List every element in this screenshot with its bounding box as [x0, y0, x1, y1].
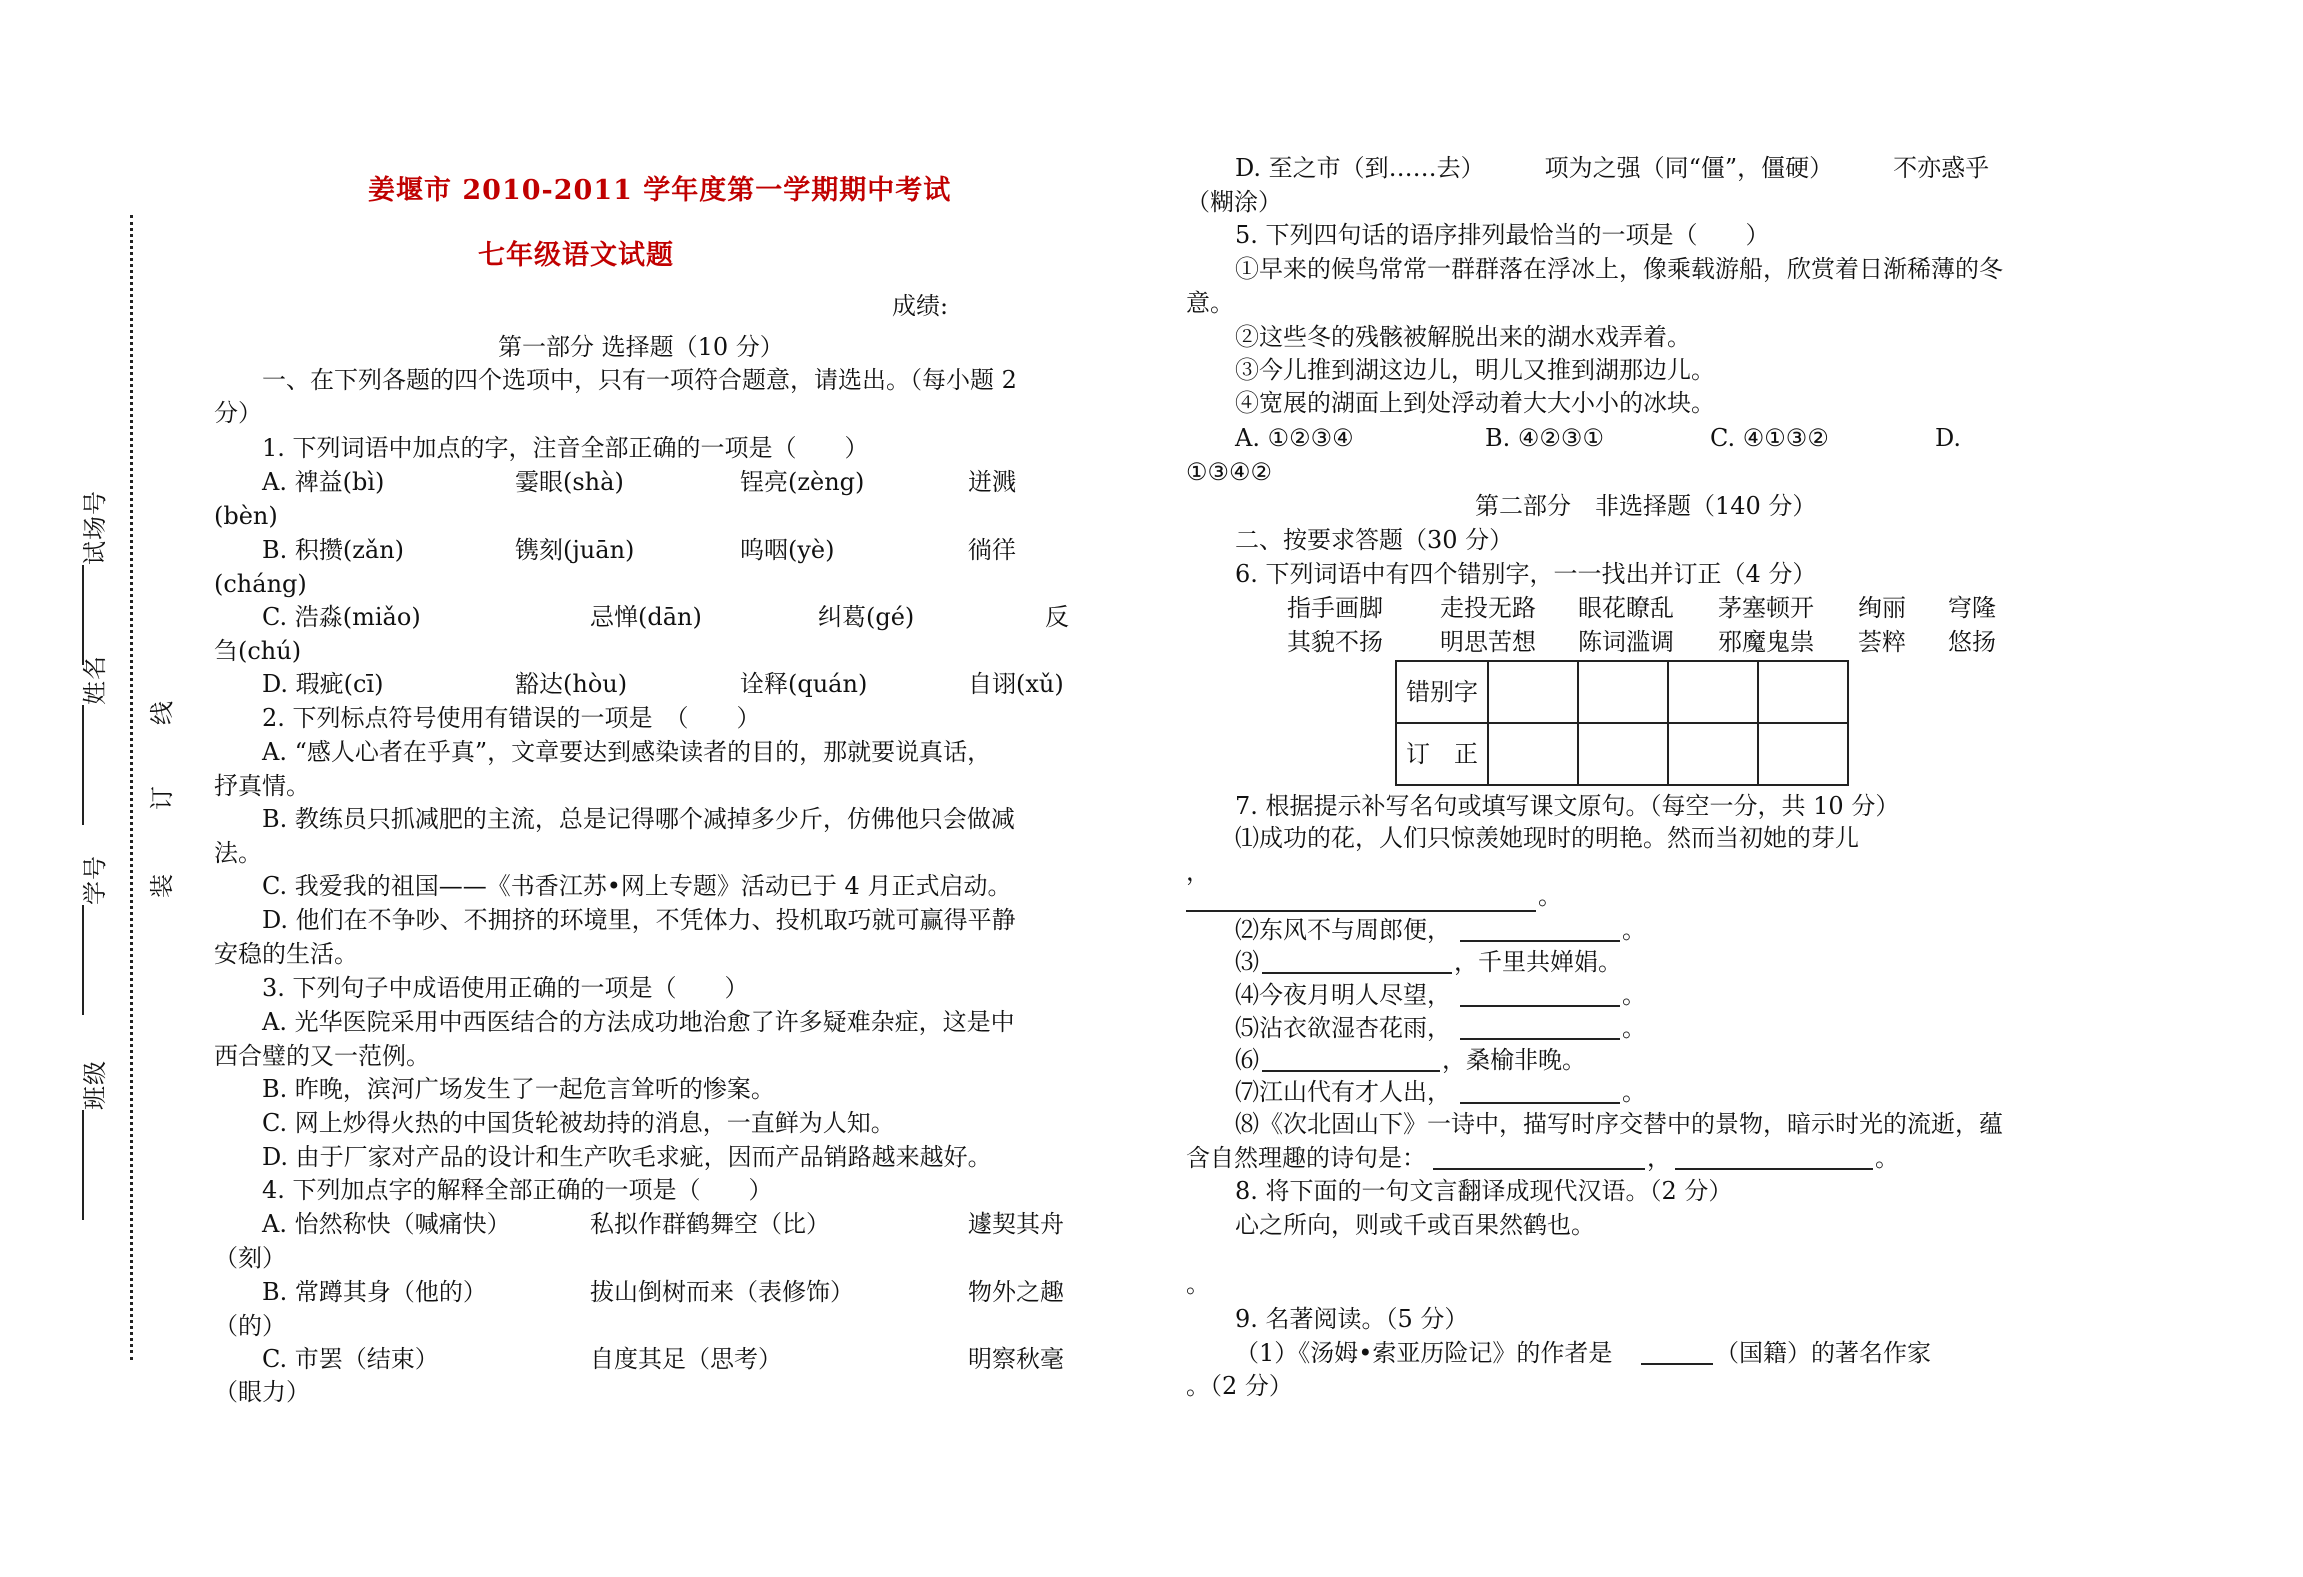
table-cell[interactable] [1758, 661, 1848, 723]
q7-item-1-comma: ， [1186, 858, 1210, 886]
q1-option-d-1: D. 瑕疵(cī) [262, 670, 384, 698]
table-row [1396, 661, 1848, 723]
exam-room-blank [82, 565, 84, 665]
q6-word: 穹隆 [1948, 594, 1996, 622]
exam-subtitle: 七年级语文试题 [478, 240, 674, 271]
q8-stem: 8. 将下面的一句文言翻译成现代汉语。（2 分） [1235, 1177, 1733, 1205]
q7-item-8-end: 。 [1875, 1144, 1899, 1172]
q5-sentence-3: ③今儿推到湖这边儿，明儿又推到湖那边儿。 [1235, 356, 1715, 384]
q4-option-c-1: C. 市罢（结束） [262, 1345, 439, 1373]
q1-option-c-2: 忌惮(dān) [590, 603, 702, 631]
q6-stem: 6. 下列词语中有四个错别字，一一找出并订正（4 分） [1235, 560, 1817, 588]
q2-option-b: B. 教练员只抓减肥的主流，总是记得哪个减掉多少斤，仿佛他只会做减 [262, 805, 1015, 833]
q4-option-c-cont: （眼力） [214, 1378, 310, 1406]
section1-instruction-cont: 分） [214, 399, 262, 427]
q1-option-c-4: 反 [1045, 603, 1069, 631]
q5-sentence-2: ②这些冬的残骸被解脱出来的湖水戏弄着。 [1235, 323, 1691, 351]
q1-option-b-2: 镌刻(juān) [515, 536, 635, 564]
q3-option-b: B. 昨晚，滨河广场发生了一起危言耸听的惨案。 [262, 1075, 775, 1103]
part1-heading: 第一部分 选择题（10 分） [498, 333, 784, 361]
q1-option-c-3: 纠葛(gé) [818, 603, 915, 631]
q7-item-4-blank[interactable] [1460, 983, 1620, 1011]
q5-stem: 5. 下列四句话的语序排列最恰当的一项是（ ） [1235, 221, 1770, 249]
table-cell[interactable] [1578, 661, 1668, 723]
q1-option-d-2: 豁达(hòu) [515, 670, 628, 698]
q9-item-1: （1）《汤姆•索亚历险记》的作者是 [1235, 1339, 1613, 1367]
section1-instruction: 一、在下列各题的四个选项中，只有一项符合题意，请选出。（每小题 2 [262, 366, 1017, 394]
q5-option-c: C. ④①③② [1710, 424, 1829, 452]
q6-word: 茅塞顿开 [1718, 594, 1814, 622]
table-header-correct: 订 正 [1396, 723, 1488, 785]
q1-option-d-3: 诠释(quán) [740, 670, 868, 698]
q5-option-d-cont: ①③④② [1186, 458, 1273, 486]
q4-option-b-2: 拔山倒树而来（表修饰） [590, 1278, 854, 1306]
name-label: 姓名 [81, 655, 109, 705]
section2-heading: 二、按要求答题（30 分） [1235, 526, 1514, 554]
q3-stem: 3. 下列句子中成语使用正确的一项是（ ） [262, 974, 749, 1002]
q6-word: 荟粹 [1858, 628, 1906, 656]
q7-item-8: ⑻《次北固山下》一诗中，描写时序交替中的景物，暗示时光的流逝，蕴 [1235, 1110, 2003, 1138]
q3-option-d: D. 由于厂家对产品的设计和生产吹毛求疵，因而产品销路越来越好。 [262, 1143, 992, 1171]
zhuang-label: 装 [148, 873, 176, 898]
q7-item-3-blank[interactable] [1262, 950, 1452, 978]
q7-item-8-blank-1[interactable] [1433, 1146, 1645, 1174]
q5-option-d: D. [1935, 424, 1962, 452]
q7-item-5: ⑸沾衣欲湿杏花雨， [1235, 1014, 1451, 1042]
q7-item-6: ⑹ [1235, 1046, 1259, 1074]
q7-item-7: ⑺江山代有才人出， [1235, 1078, 1451, 1106]
q9-item-1-end: 。（2 分） [1186, 1372, 1293, 1400]
q8-end: 。 [1186, 1270, 1210, 1298]
q4-option-d-cont: （糊涂） [1186, 188, 1282, 216]
q7-item-5-blank[interactable] [1460, 1016, 1620, 1044]
q6-word: 指手画脚 [1287, 594, 1383, 622]
class-label: 班级 [81, 1060, 109, 1110]
table-cell[interactable] [1668, 661, 1758, 723]
q5-option-a: A. ①②③④ [1235, 424, 1354, 452]
student-no-blank [82, 905, 84, 1015]
q1-option-b-cont: (cháng) [214, 570, 307, 598]
q7-item-8-blank-2[interactable] [1675, 1146, 1873, 1174]
q7-item-1: ⑴成功的花，人们只惊羡她现时的明艳。然而当初她的芽儿 [1235, 824, 1859, 852]
q4-option-d: D. 至之市（到……去） 项为之强（同“僵”，僵硬） 不亦惑乎 [1235, 154, 1990, 182]
q7-item-4: ⑷今夜月明人尽望， [1235, 981, 1451, 1009]
q6-word: 悠扬 [1948, 628, 1996, 656]
q1-option-b-3: 呜咽(yè) [740, 536, 835, 564]
q2-option-a: A. “感人心者在乎真”，文章要达到感染读者的目的，那就要说真话， [262, 738, 992, 766]
q5-sentence-4: ④宽展的湖面上到处浮动着大大小小的冰块。 [1235, 389, 1715, 417]
q1-option-a-3: 锃亮(zèng) [740, 468, 865, 496]
q1-option-d-4: 自诩(xǔ) [968, 670, 1064, 698]
class-blank [82, 1110, 84, 1220]
q1-option-a-1: A. 禆益(bì) [262, 468, 385, 496]
q7-item-5-end: 。 [1622, 1014, 1646, 1042]
score-label: 成绩: [892, 292, 949, 320]
q9-item-1-blank[interactable] [1641, 1341, 1713, 1369]
q8-text: 心之所向，则或千或百果然鹤也。 [1235, 1211, 1595, 1239]
q7-item-8-comma: ， [1647, 1144, 1671, 1172]
q4-option-a-cont: （刻） [214, 1244, 286, 1272]
q2-option-a-cont: 抒真情。 [214, 772, 310, 800]
xian-label: 线 [148, 700, 176, 725]
q5-option-b: B. ④②③① [1485, 424, 1604, 452]
exam-room-label: 试场号 [81, 490, 109, 565]
q7-item-4-end: 。 [1622, 981, 1646, 1009]
q7-item-2: ⑵东风不与周郎便， [1235, 916, 1451, 944]
q2-option-b-cont: 法。 [214, 839, 262, 867]
q2-option-c: C. 我爱我的祖国——《书香江苏•网上专题》活动已于 4 月正式启动。 [262, 872, 1012, 900]
q1-option-a-2: 霎眼(shà) [515, 468, 624, 496]
q7-item-6-blank[interactable] [1262, 1048, 1440, 1076]
table-cell[interactable] [1758, 723, 1848, 785]
q1-option-b-1: B. 积攒(zǎn) [262, 536, 405, 564]
q1-option-a-cont: (bèn) [214, 502, 278, 530]
q4-option-b-cont: （的） [214, 1312, 286, 1340]
q6-word: 其貌不扬 [1287, 628, 1383, 656]
table-row [1396, 723, 1848, 785]
q6-word: 眼花瞭乱 [1578, 594, 1674, 622]
q6-word: 陈词滥调 [1578, 628, 1674, 656]
q7-item-1-blank[interactable] [1186, 888, 1536, 916]
q7-item-6-end: ，桑榆非晚。 [1442, 1046, 1586, 1074]
q3-option-c: C. 网上炒得火热的中国货轮被劫持的消息，一直鲜为人知。 [262, 1109, 895, 1137]
q4-option-a-1: A. 怡然称快（喊痛快） [262, 1210, 511, 1238]
q3-option-a: A. 光华医院采用中西医结合的方法成功地治愈了许多疑难杂症，这是中 [262, 1008, 1015, 1036]
q7-item-7-blank[interactable] [1460, 1080, 1620, 1108]
q1-option-c-cont: 刍(chú) [214, 637, 302, 665]
q1-stem: 1. 下列词语中加点的字，注音全部正确的一项是（ ） [262, 434, 869, 462]
q9-item-1-cont: （国籍）的著名作家 [1715, 1339, 1931, 1367]
q7-item-1-end: 。 [1538, 882, 1562, 910]
q4-option-b-3: 物外之趣 [968, 1278, 1064, 1306]
q4-option-c-2: 自度其足（思考） [590, 1345, 782, 1373]
q9-stem: 9. 名著阅读。（5 分） [1235, 1305, 1469, 1333]
q4-option-a-3: 遽契其舟 [968, 1210, 1064, 1238]
q6-word: 绚丽 [1858, 594, 1906, 622]
q7-item-2-end: 。 [1622, 916, 1646, 944]
q2-option-d: D. 他们在不争吵、不拥挤的环境里，不凭体力、投机取巧就可赢得平静 [262, 906, 1016, 934]
name-blank [82, 705, 84, 825]
q1-option-a-4: 迸溅 [968, 468, 1016, 496]
q2-stem: 2. 下列标点符号使用有错误的一项是 （ ） [262, 704, 761, 732]
ding-label: 订 [148, 785, 176, 810]
q5-sentence-1: ①早来的候鸟常常一群群落在浮冰上，像乘载游船，欣赏着日渐稀薄的冬 [1235, 255, 2003, 283]
q3-option-a-cont: 西合璧的又一范例。 [214, 1042, 430, 1070]
student-no-label: 学号 [81, 855, 109, 905]
table-cell[interactable] [1488, 723, 1578, 785]
q6-word: 明思苦想 [1440, 628, 1536, 656]
q1-option-b-4: 徜徉 [968, 536, 1016, 564]
q5-sentence-1-cont: 意。 [1186, 289, 1234, 317]
table-cell[interactable] [1488, 661, 1578, 723]
part2-heading: 第二部分 非选择题（140 分） [1475, 492, 1817, 520]
q4-option-c-3: 明察秋毫 [968, 1345, 1064, 1373]
table-header-wrong: 错别字 [1396, 661, 1488, 723]
table-cell[interactable] [1578, 723, 1668, 785]
exam-title: 姜堰市 2010-2011 学年度第一学期期中考试 [368, 175, 952, 206]
q4-stem: 4. 下列加点字的解释全部正确的一项是（ ） [262, 1176, 773, 1204]
q2-option-d-cont: 安稳的生活。 [214, 940, 358, 968]
q7-item-2-blank[interactable] [1460, 918, 1620, 946]
q6-word: 走投无路 [1440, 594, 1536, 622]
table-cell[interactable] [1668, 723, 1758, 785]
q7-item-3: ⑶ [1235, 948, 1259, 976]
binding-dotted-line [130, 215, 133, 1360]
q4-option-a-2: 私拟作群鹤舞空（比） [590, 1210, 830, 1238]
q7-item-7-end: 。 [1622, 1078, 1646, 1106]
q7-item-8-cont: 含自然理趣的诗句是： [1186, 1144, 1426, 1172]
q1-option-c-1: C. 浩淼(miǎo) [262, 603, 421, 631]
q4-option-b-1: B. 常蹲其身（他的） [262, 1278, 487, 1306]
q6-word: 邪魔鬼祟 [1718, 628, 1814, 656]
q7-item-3-end: ，千里共婵娟。 [1454, 948, 1622, 976]
q7-stem: 7. 根据提示补写名句或填写课文原句。（每空一分，共 10 分） [1235, 792, 1900, 820]
correction-table [1395, 660, 1849, 786]
